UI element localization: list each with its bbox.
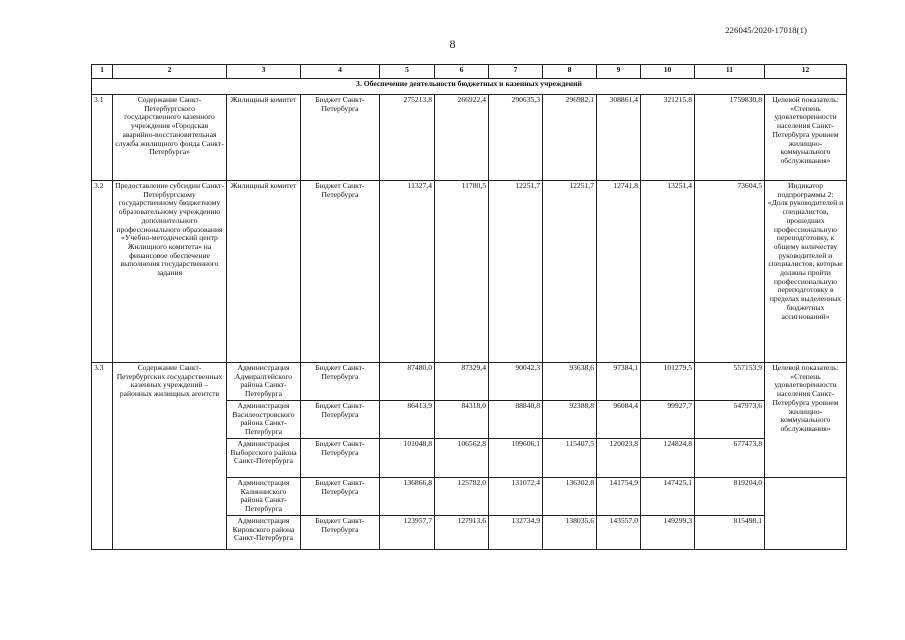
- executor: Жилищный комитет: [227, 95, 301, 181]
- column-number: 8: [543, 65, 597, 79]
- value-cell: 12251,7: [489, 181, 543, 363]
- column-number: 6: [435, 65, 489, 79]
- value-cell: 123957,7: [380, 516, 435, 550]
- value-cell: 106562,8: [435, 439, 489, 478]
- value-cell: 120023,8: [597, 439, 641, 478]
- indicator: Индикатор подпрограммы 2: «Доля руководителей и специалистов, прошедших профессиональную переподготовку, к общему количеству руководителей и специалистов, которые должны пройти профессиональную переподготовку в пределах выделенных бюджетных ассигнований»: [765, 181, 847, 363]
- value-cell: 141754,9: [597, 478, 641, 516]
- executor: Администрация Калининского района Санкт-Петербурга: [227, 478, 301, 516]
- value-cell: 90042,3: [489, 363, 543, 401]
- value-cell: 12251,7: [543, 181, 597, 363]
- value-cell: 143557,0: [597, 516, 641, 550]
- activity-name: Содержание Санкт-Петербургского государственного казенного учреждения «Городская аварийно-восстановительная служба жилищного фонда Санкт-Петербурга»: [113, 95, 227, 181]
- column-number: 11: [695, 65, 765, 79]
- value-cell: 96084,4: [597, 401, 641, 439]
- value-cell: 266922,4: [435, 95, 489, 181]
- value-cell: 296982,1: [543, 95, 597, 181]
- value-cell: 275213,8: [380, 95, 435, 181]
- value-cell: 290635,3: [489, 95, 543, 181]
- document-number: 226045/2020-17018(1): [725, 25, 807, 35]
- activity-name: Содержание Санкт-Петербургских государственных казенных учреждений – районных жилищных агентств: [113, 363, 227, 550]
- value-cell: 13251,4: [641, 181, 695, 363]
- column-number: 1: [92, 65, 113, 79]
- table-row: [92, 363, 847, 401]
- value-cell: 147425,1: [641, 478, 695, 516]
- value-cell: 12741,8: [597, 181, 641, 363]
- value-cell: 99927,7: [641, 401, 695, 439]
- value-cell: 92388,8: [543, 401, 597, 439]
- value-cell: 109606,1: [489, 439, 543, 478]
- value-cell: 321215,8: [641, 95, 695, 181]
- column-number: 12: [765, 65, 847, 79]
- funding-source: Бюджет Санкт-Петербурга: [301, 95, 380, 181]
- column-number: 2: [113, 65, 227, 79]
- value-cell: 87329,4: [435, 363, 489, 401]
- value-cell: 115407,5: [543, 439, 597, 478]
- budget-table: [91, 64, 847, 550]
- value-cell: 557153,9: [695, 363, 765, 401]
- column-number: 5: [380, 65, 435, 79]
- value-cell: 138035,6: [543, 516, 597, 550]
- value-cell: 127913,6: [435, 516, 489, 550]
- value-cell: 677473,8: [695, 439, 765, 478]
- value-cell: 73604,5: [695, 181, 765, 363]
- value-cell: 308861,4: [597, 95, 641, 181]
- page-number: 8: [449, 37, 456, 51]
- executor: Жилищный комитет: [227, 181, 301, 363]
- funding-source: Бюджет Санкт-Петербурга: [301, 516, 380, 550]
- executor: Администрация Василеостровского района Санкт-Петербурга: [227, 401, 301, 439]
- value-cell: 132734,9: [489, 516, 543, 550]
- column-number: 10: [641, 65, 695, 79]
- column-number-row: [92, 65, 847, 79]
- executor: Администрация Адмиралтейского района Санкт-Петербурга: [227, 363, 301, 401]
- funding-source: Бюджет Санкт-Петербурга: [301, 439, 380, 478]
- value-cell: 136866,8: [380, 478, 435, 516]
- indicator: Целевой показатель: «Степень удовлетворенности населения Санкт-Петербурга уровнем жилищно-коммунального обслуживания»: [765, 95, 847, 181]
- value-cell: 131072,4: [489, 478, 543, 516]
- funding-source: Бюджет Санкт-Петербурга: [301, 181, 380, 363]
- value-cell: 97384,1: [597, 363, 641, 401]
- value-cell: 11780,5: [435, 181, 489, 363]
- value-cell: 819204,0: [695, 478, 765, 516]
- table-row: [92, 95, 847, 181]
- empty-cell: [765, 478, 847, 550]
- row-number: 3.3: [92, 363, 113, 550]
- executor: Администрация Выборгского района Санкт-Петербурга: [227, 439, 301, 478]
- value-cell: 88840,8: [489, 401, 543, 439]
- column-number: 7: [489, 65, 543, 79]
- funding-source: Бюджет Санкт-Петербурга: [301, 401, 380, 439]
- value-cell: 84318,0: [435, 401, 489, 439]
- value-cell: 125782,0: [435, 478, 489, 516]
- table-row: [92, 181, 847, 363]
- funding-source: Бюджет Санкт-Петербурга: [301, 478, 380, 516]
- value-cell: 136302,8: [543, 478, 597, 516]
- value-cell: 124824,8: [641, 439, 695, 478]
- column-number: 3: [227, 65, 301, 79]
- value-cell: 101279,5: [641, 363, 695, 401]
- value-cell: 815498,1: [695, 516, 765, 550]
- funding-source: Бюджет Санкт-Петербурга: [301, 363, 380, 401]
- value-cell: 547973,6: [695, 401, 765, 439]
- section-row: [92, 79, 847, 95]
- column-number: 4: [301, 65, 380, 79]
- column-number: 9: [597, 65, 641, 79]
- value-cell: 87480,0: [380, 363, 435, 401]
- row-number: 3.2: [92, 181, 113, 363]
- indicator: Целевой показатель: «Степень удовлетворенности населения Санкт-Петербурга уровнем жилищно-коммунального обслуживания»: [765, 363, 847, 478]
- value-cell: 11327,4: [380, 181, 435, 363]
- value-cell: 1759830,8: [695, 95, 765, 181]
- row-number: 3.1: [92, 95, 113, 181]
- value-cell: 93638,6: [543, 363, 597, 401]
- value-cell: 101048,8: [380, 439, 435, 478]
- executor: Администрация Кировского района Санкт-Петербурга: [227, 516, 301, 550]
- activity-name: Предоставление субсидии Санкт-Петербургскому государственному бюджетному образовательному учреждению дополнительного профессионального образования «Учебно-методический центр Жилищного комитета» на финансовое обеспечение выполнения государственного задания: [113, 181, 227, 363]
- section-title: 3. Обеспечение деятельности бюджетных и казенных учреждений: [92, 79, 847, 95]
- value-cell: 149299,3: [641, 516, 695, 550]
- value-cell: 86413,9: [380, 401, 435, 439]
